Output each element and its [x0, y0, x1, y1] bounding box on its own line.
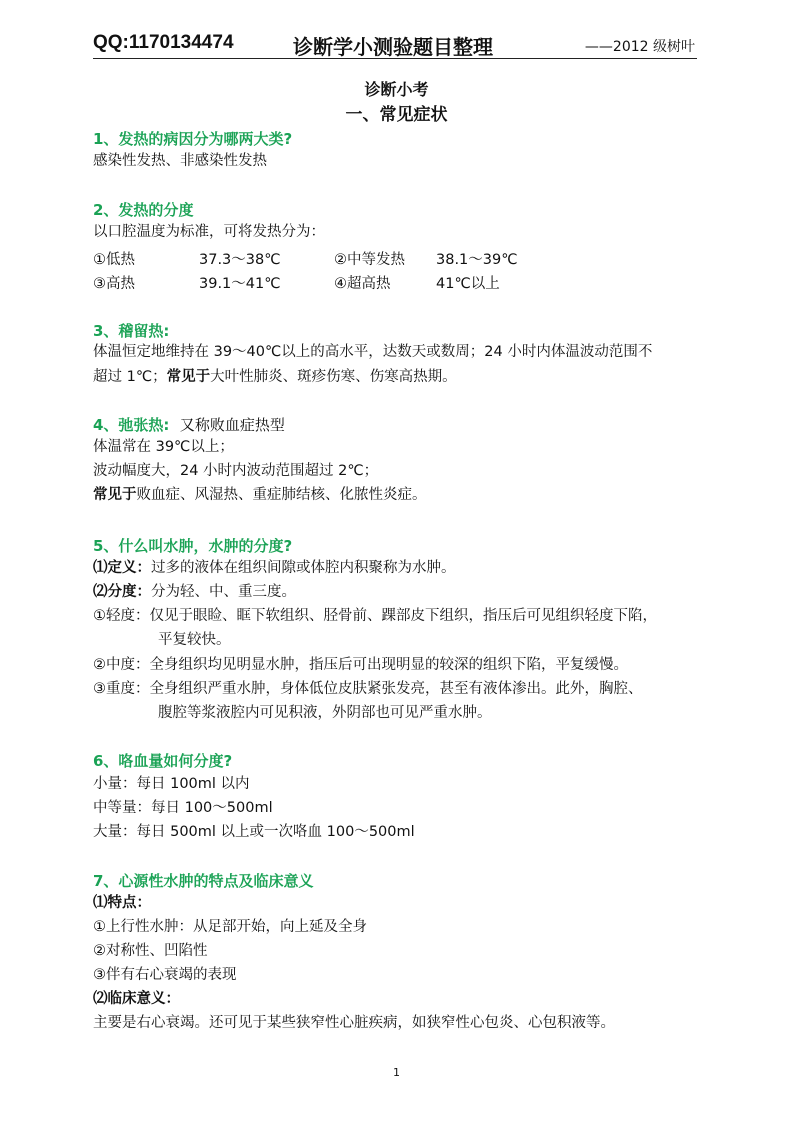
header-qq: QQ:1170134474 — [93, 32, 234, 53]
edema-heavy-line-2: 腹腔等浆液腔内可见积液，外阴部也可见严重水肿。 — [158, 705, 492, 721]
definition-text: 过多的液体在组织间隙或体腔内积聚称为水肿。 — [151, 560, 456, 576]
header-author: ——2012 级树叶 — [584, 39, 695, 55]
hemoptysis-large: 大量：每日 500ml 以上或一次咯血 100～500ml — [93, 824, 415, 840]
grading-label: ⑵分度： — [93, 584, 151, 600]
doc-title: 诊断小考 — [364, 80, 429, 99]
edema-medium: ②中度：全身组织均见明显水肿，指压后可出现明显的较深的组织下陷，平复缓慢。 — [93, 657, 628, 673]
section-title: 一、常见症状 — [345, 105, 448, 125]
fever-grade-name: ①低热 — [93, 252, 135, 268]
question-5-grading — [93, 582, 296, 602]
text-span: 大叶性肺炎、斑疹伤寒、伤寒高热期。 — [210, 369, 457, 385]
edema-light-line-2: 平复较快。 — [158, 632, 231, 648]
header-title: 诊断学小测验题目整理 — [293, 35, 493, 59]
feature-2: ②对称性、凹陷性 — [93, 943, 208, 959]
fever-grade-name: ③高热 — [93, 276, 135, 292]
page-number: 1 — [393, 1066, 400, 1079]
question-3-line-2 — [93, 367, 457, 387]
feature-3: ③伴有右心衰竭的表现 — [93, 967, 237, 983]
significance-label-text: ⑵临床意义： — [93, 991, 180, 1007]
fever-grade-name: ②中等发热 — [334, 252, 405, 268]
fever-grade-name: ④超高热 — [334, 276, 391, 292]
fever-grade-range: 39.1～41℃ — [199, 276, 281, 292]
question-7-title: 7、心源性水肿的特点及临床意义 — [93, 872, 314, 890]
question-2-intro: 以口腔温度为标准，可将发热分为： — [93, 224, 325, 240]
question-3-line-1: 体温恒定地维持在 39～40℃以上的高水平，达数天或数周；24 小时内体温波动范围不 — [93, 344, 653, 360]
question-1-answer: 感染性发热、非感染性发热 — [93, 153, 267, 169]
question-4-line-3 — [93, 485, 427, 505]
text-span: 败血症、风湿热、重症肺结核、化脓性炎症。 — [136, 487, 427, 503]
question-4-line-1: 体温常在 39℃以上； — [93, 439, 234, 455]
edema-heavy-line-1: ③重度：全身组织严重水肿，身体低位皮肤紧张发亮，甚至有液体渗出。此外，胸腔、 — [93, 681, 643, 697]
text-span: 超过 1℃； — [93, 369, 167, 385]
features-label — [93, 893, 151, 913]
features-label-text: ⑴特点： — [93, 895, 151, 911]
hemoptysis-small: 小量：每日 100ml 以内 — [93, 776, 250, 792]
question-2-title: 2、发热的分度 — [93, 201, 194, 219]
edema-light-line-1: ①轻度：仅见于眼睑、眶下软组织、胫骨前、踝部皮下组织，指压后可见组织轻度下陷， — [93, 608, 657, 624]
feature-1: ①上行性水肿：从足部开始，向上延及全身 — [93, 919, 367, 935]
question-3-title: 3、稽留热: — [93, 322, 170, 340]
question-1-title: 1、发热的病因分为哪两大类? — [93, 130, 293, 148]
grading-text: 分为轻、中、重三度。 — [151, 584, 296, 600]
page-header — [93, 30, 697, 59]
hemoptysis-medium: 中等量：每日 100～500ml — [93, 800, 273, 816]
question-5-definition — [93, 558, 456, 578]
title-subtitle: 又称败血症热型 — [179, 416, 285, 434]
question-4-title — [93, 414, 285, 435]
question-6-title: 6、咯血量如何分度? — [93, 752, 233, 770]
fever-grade-range: 41℃以上 — [436, 276, 500, 292]
definition-label: ⑴定义： — [93, 560, 151, 576]
emphasis-label: 常见于 — [93, 487, 137, 503]
emphasis-label: 常见于 — [166, 369, 211, 385]
question-5-title: 5、什么叫水肿，水肿的分度? — [93, 537, 293, 555]
significance-label — [93, 989, 180, 1009]
fever-grade-range: 37.3～38℃ — [199, 252, 281, 268]
significance-text: 主要是右心衰竭。还可见于某些狭窄性心脏疾病，如狭窄性心包炎、心包积液等。 — [93, 1015, 615, 1031]
title-text: 4、弛张热: — [93, 416, 170, 434]
question-4-line-2: 波动幅度大，24 小时内波动范围超过 2℃； — [93, 463, 379, 479]
fever-grade-range: 38.1～39℃ — [436, 252, 518, 268]
